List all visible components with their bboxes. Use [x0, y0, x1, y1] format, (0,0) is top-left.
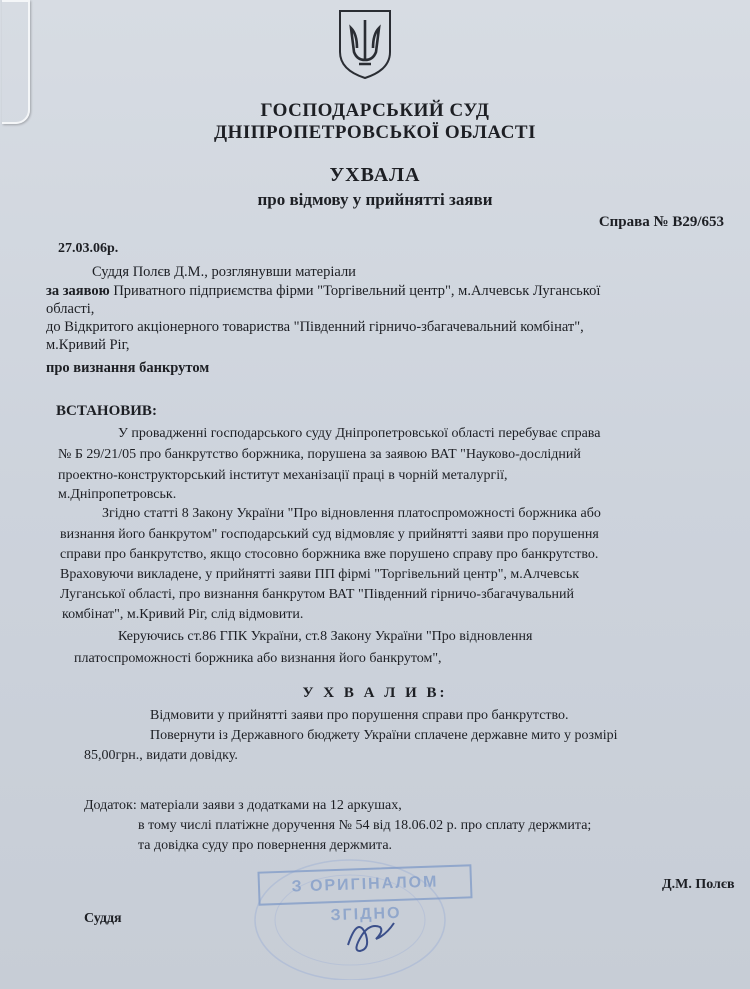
document-date: 27.03.06р.	[58, 241, 119, 256]
appendix-line: Додаток: матеріали заяви з додатками на 12 аркушах,	[84, 798, 402, 813]
resolution-line: Відмовити у прийнятті заяви про порушення справи про банкрутство.	[150, 708, 569, 723]
resolution-line: 85,00грн., видати довідку.	[84, 748, 238, 763]
appendix-line: в тому числі платіжне доручення № 54 від 18.06.02 р. про сплату держмита;	[138, 818, 592, 833]
intro-line: м.Кривий Ріг,	[46, 337, 130, 353]
trident-coat-of-arms-icon	[337, 8, 393, 80]
body-line: м.Дніпропетровськ.	[58, 487, 177, 502]
intro-line: про визнання банкрутом	[46, 360, 210, 376]
body-line: Луганської області, про визнання банкрутом ВАТ "Південний гірничо-збагачувальний	[60, 587, 575, 602]
intro-line: до Відкритого акціонерного товариства "Південний гірничо-збагачевальний комбінат",	[46, 319, 584, 335]
body-line: Згідно статті 8 Закону України "Про відновлення платоспроможності боржника або	[102, 506, 601, 521]
body-line: визнання його банкрутом" господарський суд відмовляє у прийнятті заяви про порушення	[60, 527, 599, 542]
document-subtitle: про відмову у прийнятті заяви	[257, 190, 493, 209]
appendix-line: та довідка суду про повернення держмита.	[138, 838, 393, 853]
body-line: № Б 29/21/05 про банкрутство боржника, порушена за заявою ВАТ "Науково-дослідний	[58, 447, 581, 462]
intro-prefix: за заявою	[46, 283, 110, 299]
body-line: комбінат", м.Кривий Ріг, слід відмовити.	[62, 607, 304, 622]
body-line: У провадженні господарського суду Дніпропетровської області перебуває справа	[118, 426, 601, 441]
body-line: платоспроможності боржника або визнання його банкрутом",	[74, 651, 442, 666]
signature-role: Суддя	[84, 911, 122, 926]
body-line: Враховуючи викладене, у прийнятті заяви ПП фірмі "Торгівельний центр", м.Алчевськ	[60, 567, 580, 582]
handwritten-signature-icon	[340, 905, 400, 960]
intro-text: Приватного підприємства фірми "Торгівельний центр", м.Алчевськ Луганської	[113, 283, 601, 299]
intro-line: Суддя Полєв Д.М., розглянувши матеріали	[92, 264, 356, 280]
body-line: справи про банкрутство, якщо стосовно боржника вже порушено справу про банкрутство.	[60, 547, 599, 562]
signature-name: Д.М. Полєв	[662, 877, 735, 892]
intro-line	[46, 282, 600, 300]
court-name-line2: ДНІПРОПЕТРОВСЬКОЇ ОБЛАСТІ	[214, 122, 536, 143]
document-title: УХВАЛА	[329, 164, 421, 186]
intro-line: області,	[46, 301, 95, 317]
court-name-line1: ГОСПОДАРСЬКИЙ СУД	[260, 100, 490, 121]
established-heading: ВСТАНОВИВ:	[56, 403, 157, 419]
resolved-heading: У Х В А Л И В:	[302, 685, 448, 701]
body-line: Керуючись ст.86 ГПК України, ст.8 Закону України "Про відновлення	[118, 629, 533, 644]
conformity-stamp: З ОРИГІНАЛОМ ЗГІДНО	[257, 864, 472, 905]
resolution-line: Повернути із Державного бюджету України сплачене державне мито у розмірі	[150, 728, 618, 743]
case-number: Справа № В29/653	[598, 214, 724, 230]
body-line: проектно-конструкторський інститут механізації праці в чорній металургії,	[58, 468, 508, 483]
